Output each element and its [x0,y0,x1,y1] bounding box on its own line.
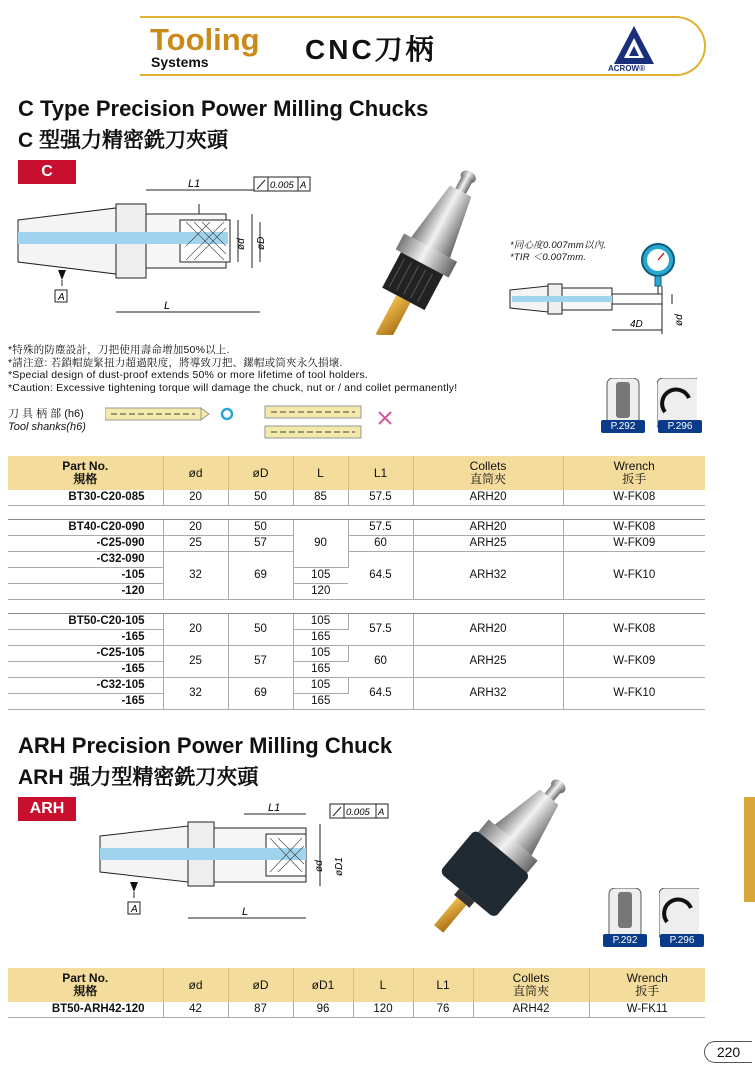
ref-page-wrench-c[interactable]: P.296 [658,420,702,433]
table-row: -C25-090 25 57 60 ARH25 W-FK09 [8,536,705,552]
brand-tooling: Tooling [150,22,260,57]
tir-dim-4d: 4D [630,319,643,330]
section-arh-title-zh: ARH 强力型精密銑刀夾頭 [18,766,259,789]
table-row: BT50-ARH42-120 42 87 96 120 76 ARH42 W-FK11 [8,1002,705,1018]
tir-note-en: *TIR ＜0.007mm. [510,252,587,263]
ref-page-wrench-arh[interactable]: P.296 [660,934,704,947]
c-dim-L: L [164,300,171,312]
col-part-no: Part No. 規格 [8,456,163,490]
shank-label-en: Tool shanks(h6) [8,421,86,433]
arh-chuck-drawing [96,798,396,928]
collet-icon [605,888,645,940]
arh-tol-datum: A [378,807,385,818]
table-row: -165 165 [8,630,705,646]
table-row: -105 105 [8,568,705,584]
c-spec-table [8,456,705,710]
c-dim-L1: L1 [188,178,201,190]
part-no: BT30-C20-085 [8,490,163,506]
col-od: ød [163,456,228,490]
table-row: -120 120 [8,584,705,600]
part-no: BT50-ARH42-120 [8,1002,163,1018]
part-no: -120 [8,584,163,600]
col-oD: øD [228,456,293,490]
c-chuck-drawing [14,174,314,324]
shank-label [8,408,86,434]
col-L1: L1 [348,456,413,490]
table-row: -C32-105 32 69 105 64.5 ARH32 W-FK10 [8,678,705,694]
col-wrench: Wrench 扳手 [563,456,705,490]
side-tab [744,797,755,902]
section-c-tag: C [18,160,76,184]
c-datum-label: A [58,292,65,303]
part-no: -165 [8,662,163,678]
part-no: -165 [8,630,163,646]
tir-note-zh: *同心度0.007mm以內. [510,240,607,251]
col-oD: øD [228,968,293,1002]
table-row: -165 165 [8,694,705,710]
col-wrench: Wrench 扳手 [589,968,705,1002]
table-row: -C25-105 25 57 105 60 ARH25 W-FK09 [8,646,705,662]
part-no: BT50-C20-105 [8,614,163,630]
shank-label-zh: 刀 具 柄 部 (h6) [8,408,84,420]
arh-table-header [8,968,705,1002]
part-no: -C32-090 [8,552,163,568]
c-table-header [8,456,705,490]
section-arh-title-en: ARH Precision Power Milling Chuck [18,733,393,758]
arh-dim-L: L [242,906,249,918]
section-arh-tag: ARH [18,797,76,821]
arh-dim-oD1: øD1 [334,857,345,876]
arh-chuck-photo [405,758,590,943]
table-row: BT50-C20-105 20 50 105 57.5 ARH20 W-FK08 [8,614,705,630]
part-no: -C25-105 [8,646,163,662]
c-dim-od: ød [236,238,247,250]
table-row: -C32-090 32 69 64.5 ARH32 W-FK10 [8,552,705,568]
note-dustproof-zh: *特殊的防塵設計，刀把使用壽命增加50%以上. [8,344,230,356]
wrench-icon [659,888,699,940]
part-no: -165 [8,694,163,710]
col-collets: Collets 直筒夾 [413,456,563,490]
arh-dim-od: ød [314,860,325,872]
part-no: -C25-090 [8,536,163,552]
page-number: 220 [704,1041,752,1063]
note-caution-en: *Caution: Excessive tightening torque will damage the chuck, nut or / and collet permanently! [8,381,458,394]
c-chuck-photo [322,150,502,335]
section-c-notes [8,344,457,394]
arh-spec-table [8,968,705,1018]
col-part-no: Part No. 規格 [8,968,163,1002]
ref-page-collet-c[interactable]: P.292 [601,420,645,433]
col-collets: Collets 直筒夾 [473,968,589,1002]
col-L1: L1 [413,968,473,1002]
note-dustproof-en: *Special design of dust-proof extends 50% or more lifetime of tool holders. [8,369,368,381]
col-L: L [353,968,413,1002]
table-row: -165 165 [8,662,705,678]
part-no: BT40-C20-090 [8,520,163,536]
arh-datum-label: A [131,904,138,915]
col-L: L [293,456,348,490]
note-caution-zh: *請注意: 若鎖帽旋緊扭力超過限度，將導致刀把、鏍帽或筒夾永久損壞. [8,356,343,369]
c-tol-datum: A [300,180,307,191]
tir-dim-od: ød [674,314,685,326]
col-od: ød [163,968,228,1002]
section-c-title-zh: C 型强力精密銑刀夾頭 [18,129,228,152]
table-row: BT30-C20-085 20 50 85 57.5 ARH20 W-FK08 [8,490,705,506]
brand-systems: Systems [151,54,209,70]
ref-page-collet-arh[interactable]: P.292 [603,934,647,947]
section-c-title-en: C Type Precision Power Milling Chucks [18,96,429,121]
c-dim-oD: øD [256,236,267,250]
part-no: -105 [8,568,163,584]
part-no: -C32-105 [8,678,163,694]
page-title: CNC刀柄 [305,34,437,65]
arh-dim-L1: L1 [268,802,281,814]
table-row: BT40-C20-090 20 50 90 57.5 ARH20 W-FK08 [8,520,705,536]
shank-drawings [105,404,405,446]
arh-tolerance: 0.005 [346,807,370,818]
logo-text: ACROW® [608,64,645,73]
c-tolerance: 0.005 [270,180,294,191]
tir-drawing [508,230,688,340]
col-oD1: øD1 [293,968,353,1002]
